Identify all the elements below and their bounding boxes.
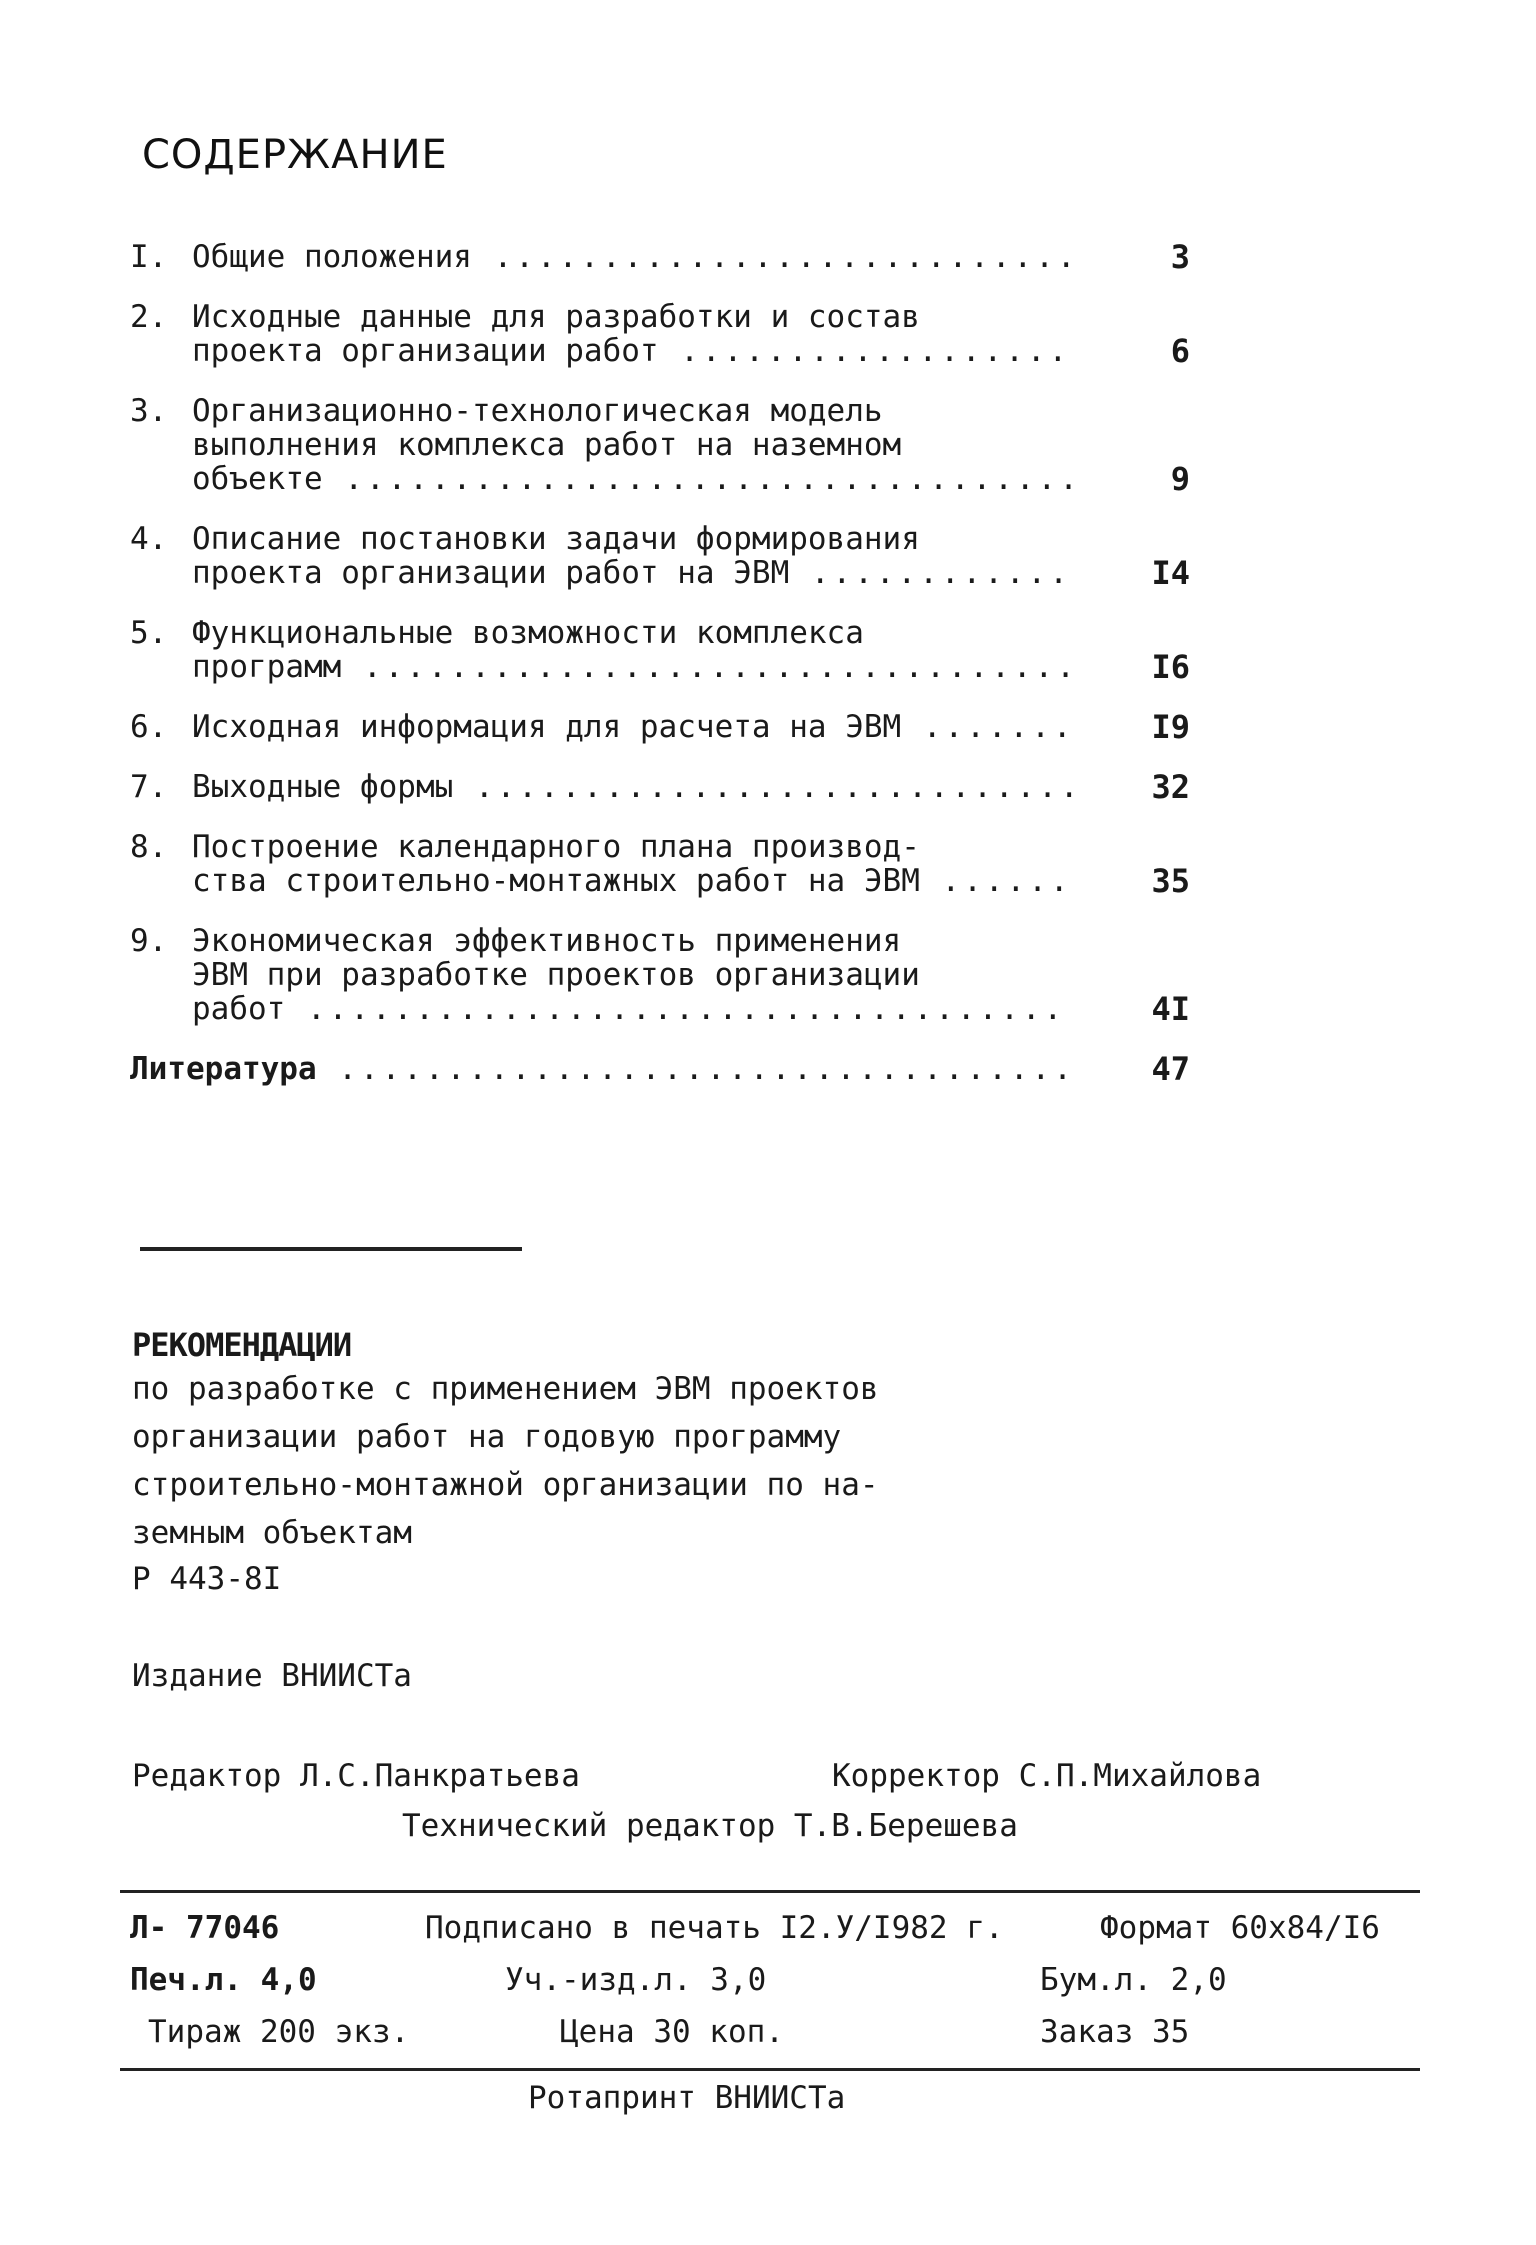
order-number: Заказ 35: [1040, 2014, 1190, 2050]
toc-entry-line: проекта организации работ: [192, 334, 659, 368]
editor: Редактор Л.С.Панкратьева: [132, 1758, 580, 1794]
table-of-contents: [130, 240, 1190, 1112]
recommendation-line: строительно-монтажной организации по на-: [132, 1467, 879, 1503]
imprint: [130, 1910, 1430, 2066]
print-sheets: Печ.л. 4,0: [130, 1962, 317, 1998]
toc-entry-page: I6: [1151, 648, 1190, 686]
toc-title: СОДЕРЖАНИЕ: [142, 132, 448, 178]
printer: Ротапринт ВНИИСТа: [528, 2080, 846, 2116]
toc-entry-line: Выходные формы: [192, 770, 454, 804]
toc-literature-label: Литература: [130, 1052, 317, 1086]
recommendation-line: земным объектам: [132, 1515, 412, 1551]
toc-entry-text: [192, 522, 1072, 590]
credits: [132, 1758, 1392, 1858]
toc-entry-page: 32: [1151, 768, 1190, 806]
toc-entry-number: 4.: [130, 521, 168, 557]
toc-entry-line: Организационно-технологическая модель: [192, 394, 883, 428]
toc-entry: [130, 770, 1190, 804]
toc-entry-page: I4: [1151, 554, 1190, 592]
recommendation-block: [132, 1325, 1032, 1599]
toc-entry-text: [192, 710, 1072, 744]
price: Цена 30 коп.: [560, 2014, 784, 2050]
toc-entry-line: Экономическая эффективность применения: [192, 924, 902, 958]
toc-entry-page: 35: [1151, 862, 1190, 900]
toc-entry: [130, 830, 1190, 898]
toc-entry-text: [130, 1052, 1072, 1086]
toc-entry: [130, 394, 1190, 496]
toc-entry-page: 9: [1170, 460, 1190, 498]
paper-sheets: Бум.л. 2,0: [1040, 1962, 1227, 1998]
format: Формат 60х84/I6: [1100, 1910, 1380, 1946]
publishing-sheets: Уч.-изд.л. 3,0: [505, 1962, 767, 1998]
toc-entry: [130, 300, 1190, 368]
toc-entry-line: ства строительно-монтажных работ на ЭВМ: [192, 864, 920, 898]
divider: [120, 1890, 1420, 1893]
publisher: Издание ВНИИСТа: [132, 1658, 412, 1694]
toc-entry-line: выполнения комплекса работ на наземном: [192, 428, 902, 462]
imprint-row: [130, 2014, 1430, 2066]
divider: [120, 2068, 1420, 2071]
toc-entry-line: Построение календарного плана производ-: [192, 830, 920, 864]
toc-entry-number: 2.: [130, 299, 168, 335]
toc-entry: [130, 522, 1190, 590]
recommendation-line: по разработке с применением ЭВМ проектов: [132, 1371, 879, 1407]
toc-entry-line: объекте: [192, 462, 323, 496]
circulation: Тираж 200 экз.: [148, 2014, 410, 2050]
toc-entry-line: Функциональные возможности комплекса: [192, 616, 864, 650]
toc-entry-number: 9.: [130, 923, 168, 959]
toc-literature: [130, 1052, 1190, 1086]
recommendation-line: организации работ на годовую программу: [132, 1419, 842, 1455]
toc-entry-number: 3.: [130, 393, 168, 429]
toc-entry-number: 7.: [130, 769, 168, 805]
toc-entry-text: [192, 924, 1072, 1026]
toc-entry-text: [192, 240, 1072, 274]
license-number: Л- 77046: [130, 1910, 280, 1946]
toc-entry-text: [192, 300, 1072, 368]
tech-editor: Технический редактор Т.В.Берешева: [402, 1808, 1018, 1844]
toc-entry: [130, 240, 1190, 274]
toc-entry-number: 8.: [130, 829, 168, 865]
toc-entry-page: 6: [1170, 332, 1190, 370]
toc-entry-line: Исходные данные для разработки и состав: [192, 300, 920, 334]
toc-entry-number: I.: [130, 239, 168, 275]
toc-entry-page: I9: [1151, 708, 1190, 746]
toc-entry-page: 47: [1151, 1050, 1190, 1088]
toc-entry: [130, 710, 1190, 744]
toc-entry-text: [192, 770, 1072, 804]
toc-entry-page: 3: [1170, 238, 1190, 276]
toc-entry-line: Общие положения: [192, 240, 472, 274]
toc-entry-line: работ: [192, 992, 286, 1026]
divider: [140, 1247, 522, 1251]
toc-entry-line: Описание постановки задачи формирования: [192, 522, 920, 556]
toc-entry-page: 4I: [1151, 990, 1190, 1028]
toc-entry-text: [192, 830, 1072, 898]
toc-entry-number: 6.: [130, 709, 168, 745]
corrector: Корректор С.П.Михайлова: [832, 1758, 1262, 1794]
recommendation-title: РЕКОМЕНДАЦИИ: [132, 1326, 352, 1364]
toc-entry: [130, 616, 1190, 684]
imprint-row: [130, 1962, 1430, 2014]
toc-entry-text: [192, 616, 1072, 684]
toc-entry-text: [192, 394, 1072, 496]
toc-entry-number: 5.: [130, 615, 168, 651]
signed-date: Подписано в печать I2.У/I982 г.: [425, 1910, 1004, 1946]
toc-entry-line: Исходная информация для расчета на ЭВМ: [192, 710, 902, 744]
recommendation-code: Р 443-8I: [132, 1561, 282, 1597]
toc-entry-line: ЭВМ при разработке проектов организации: [192, 958, 920, 992]
toc-entry-line: программ: [192, 650, 342, 684]
imprint-row: [130, 1910, 1430, 1962]
toc-entry-line: проекта организации работ на ЭВМ: [192, 556, 790, 590]
toc-entry: [130, 924, 1190, 1026]
